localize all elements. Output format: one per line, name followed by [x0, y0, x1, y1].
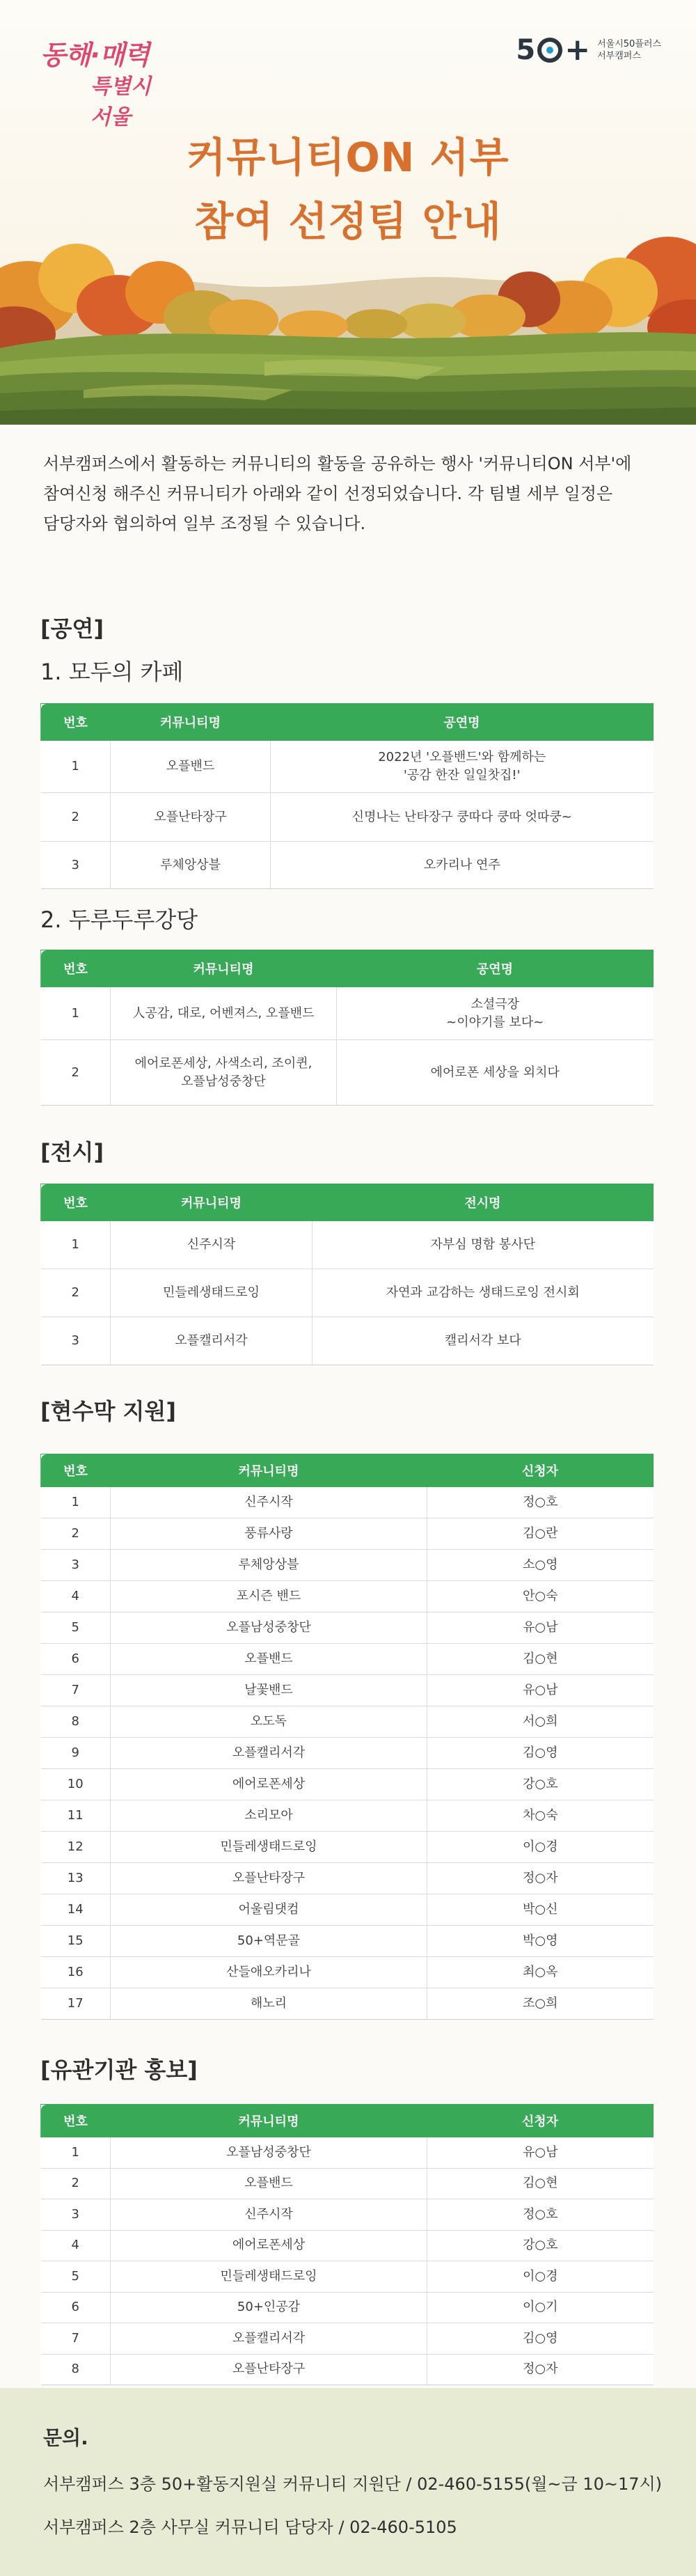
cell-applicant: 소○영 — [427, 1550, 654, 1581]
fifty-plus-logo-number: 5 — [516, 33, 536, 66]
table-row — [41, 1269, 654, 1317]
cell-applicant: 유○남 — [427, 2137, 654, 2169]
table-row — [41, 1221, 654, 1269]
table-exhibition — [40, 1184, 654, 1365]
table-row — [41, 793, 654, 842]
table-row — [41, 2137, 654, 2169]
hero-banner — [0, 0, 696, 425]
cell-applicant: 김○현 — [427, 2168, 654, 2199]
cell-applicant: 정○자 — [427, 1863, 654, 1894]
cell-community: 해노리 — [111, 1988, 427, 2020]
intro-line2: 참여신청 해주신 커뮤니티가 아래와 같이 선정되었습니다. 각 팀별 세부 일정은 — [43, 484, 613, 503]
cell-community: 오플캘리서각 — [111, 1317, 313, 1365]
cell-community: 오플캘리서각 — [111, 2323, 427, 2355]
cell-community: 오플밴드 — [111, 1644, 427, 1675]
table-row — [41, 1675, 654, 1706]
col-header-number: 번호 — [41, 1454, 111, 1487]
col-header-title: 전시명 — [313, 1184, 654, 1221]
cell-applicant: 안○숙 — [427, 1581, 654, 1612]
table-header-row — [41, 2105, 654, 2137]
cell-number: 3 — [41, 1550, 111, 1581]
cell-applicant: 김○영 — [427, 1738, 654, 1769]
fifty-plus-logo-text2: 서부캠퍼스 — [597, 50, 641, 61]
col-header-number: 번호 — [41, 1184, 111, 1221]
col-header-number: 번호 — [41, 950, 111, 987]
cell-number: 16 — [41, 1957, 111, 1988]
cell-applicant: 정○호 — [427, 2199, 654, 2231]
table-header-row — [41, 950, 654, 987]
table-row — [41, 1738, 654, 1769]
cell-number: 1 — [41, 741, 111, 793]
category-performance: [공연] — [40, 615, 104, 642]
cell-community: 人공감, 대로, 어벤져스, 오플밴드 — [111, 987, 337, 1040]
cell-applicant: 유○남 — [427, 1612, 654, 1644]
col-header-number: 번호 — [41, 704, 111, 741]
table-row — [41, 1800, 654, 1832]
cell-community: 민들레생태드로잉 — [111, 2261, 427, 2293]
cell-number: 6 — [41, 1644, 111, 1675]
fifty-plus-logo-plus: + — [564, 32, 591, 68]
cell-number: 6 — [41, 2292, 111, 2323]
cell-title-line1: 소셜극장 — [470, 996, 520, 1012]
cell-community — [111, 1040, 337, 1106]
contact-line2: 서부캠퍼스 2층 사무실 커뮤니티 담당자 / 02-460-5105 — [43, 2518, 457, 2537]
seoul-logo-line2: 특별시 서울 — [90, 74, 151, 129]
table-row — [41, 2323, 654, 2355]
cell-community: 포시즌 밴드 — [111, 1581, 427, 1612]
table-row — [41, 1957, 654, 1988]
cell-community: 오플캘리서각 — [111, 1738, 427, 1769]
table-row — [41, 842, 654, 889]
cell-applicant: 김○란 — [427, 1518, 654, 1550]
table-row — [41, 2292, 654, 2323]
intro-line3: 담당자와 협의하여 일부 조정될 수 있습니다. — [43, 514, 366, 533]
cell-title: 신명나는 난타장구 쿵따다 쿵따 엇따쿵~ — [271, 793, 654, 842]
cell-community: 날꽃밴드 — [111, 1675, 427, 1706]
table-row — [41, 1769, 654, 1800]
cell-applicant: 조○희 — [427, 1988, 654, 2020]
table-row — [41, 2168, 654, 2199]
cell-applicant: 박○영 — [427, 1926, 654, 1957]
cell-community: 에어로폰세상 — [111, 1769, 427, 1800]
cell-community: 50+인공감 — [111, 2292, 427, 2323]
cell-community: 풍류사랑 — [111, 1518, 427, 1550]
cell-community: 오플남성중창단 — [111, 1612, 427, 1644]
table-row — [41, 1832, 654, 1863]
cell-number: 2 — [41, 1518, 111, 1550]
table-row — [41, 1317, 654, 1365]
cell-applicant: 이○경 — [427, 2261, 654, 2293]
table-row — [41, 1894, 654, 1926]
table-row — [41, 1518, 654, 1550]
cell-title: 자연과 교감하는 생태드로잉 전시회 — [313, 1269, 654, 1317]
col-header-title: 공연명 — [271, 704, 654, 741]
cell-number: 1 — [41, 1487, 111, 1518]
cell-community: 오플난타장구 — [111, 1863, 427, 1894]
cell-applicant: 이○기 — [427, 2292, 654, 2323]
cell-number: 2 — [41, 1040, 111, 1106]
cell-number: 1 — [41, 1221, 111, 1269]
table-row — [41, 2199, 654, 2231]
cell-title-line2: '공감 한잔 일일찻집!' — [403, 768, 521, 783]
cell-number: 17 — [41, 1988, 111, 2020]
col-header-community: 커뮤니티명 — [111, 1454, 427, 1487]
cell-number: 8 — [41, 1706, 111, 1738]
cell-title: 오카리나 연주 — [271, 842, 654, 889]
cell-number: 3 — [41, 842, 111, 889]
cell-applicant: 유○남 — [427, 1675, 654, 1706]
cell-applicant: 강○호 — [427, 2230, 654, 2261]
table-row — [41, 2354, 654, 2385]
cell-community: 오플난타장구 — [111, 793, 271, 842]
cell-community: 어울림댓컴 — [111, 1894, 427, 1926]
cell-number: 7 — [41, 2323, 111, 2355]
cell-community: 루체앙상블 — [111, 842, 271, 889]
table-row — [41, 1926, 654, 1957]
cell-number: 10 — [41, 1769, 111, 1800]
contact-title: 문의. — [43, 2426, 88, 2449]
table-row — [41, 1644, 654, 1675]
table-header-row — [41, 1454, 654, 1487]
cell-number: 8 — [41, 2354, 111, 2385]
cell-community: 신주시작 — [111, 1487, 427, 1518]
cell-community: 오플밴드 — [111, 741, 271, 793]
subsection-hall: 2. 두루두루강당 — [40, 906, 198, 933]
table-hall — [40, 950, 654, 1106]
table-header-row — [41, 704, 654, 741]
table-row — [41, 1550, 654, 1581]
cell-community: 민들레생태드로잉 — [111, 1832, 427, 1863]
table-row — [41, 1612, 654, 1644]
cell-number: 4 — [41, 1581, 111, 1612]
seoul-logo — [40, 33, 173, 130]
cell-number: 11 — [41, 1800, 111, 1832]
table-row — [41, 2230, 654, 2261]
category-exhibition: [전시] — [40, 1139, 104, 1165]
table-row — [41, 1040, 654, 1106]
table-row — [41, 2261, 654, 2293]
cell-number: 3 — [41, 1317, 111, 1365]
contact-line1: 서부캠퍼스 3층 50+활동지원실 커뮤니티 지원단 / 02-460-5155(월~금 10~17시) — [43, 2474, 663, 2494]
col-header-community: 커뮤니티명 — [111, 1184, 313, 1221]
table-cafe — [40, 703, 654, 889]
page-title-line2: 참여 선정팀 안내 — [194, 198, 502, 245]
cell-community-line1: 에어로폰세상, 사색소리, 조이퀸, — [134, 1055, 313, 1071]
cell-title: 에어로폰 세상을 외치다 — [337, 1040, 654, 1106]
cell-number: 5 — [41, 2261, 111, 2293]
cell-community: 오플밴드 — [111, 2168, 427, 2199]
fifty-plus-logo — [516, 32, 661, 68]
cell-community: 오플남성중창단 — [111, 2137, 427, 2169]
cell-title: 자부심 명함 봉사단 — [313, 1221, 654, 1269]
cell-applicant: 강○호 — [427, 1769, 654, 1800]
cell-number: 12 — [41, 1832, 111, 1863]
fifty-plus-logo-text1: 서울시50플러스 — [597, 38, 661, 49]
table-row — [41, 1487, 654, 1518]
table-row — [41, 1706, 654, 1738]
col-header-community: 커뮤니티명 — [111, 704, 271, 741]
contact-footer — [0, 2388, 696, 2576]
cell-number: 5 — [41, 1612, 111, 1644]
col-header-community: 커뮤니티명 — [111, 950, 337, 987]
col-header-number: 번호 — [41, 2105, 111, 2137]
cell-number: 3 — [41, 2199, 111, 2231]
cell-title: 캘리서각 보다 — [313, 1317, 654, 1365]
cell-number: 1 — [41, 987, 111, 1040]
table-row — [41, 1581, 654, 1612]
cell-number: 4 — [41, 2230, 111, 2261]
intro-text — [43, 449, 656, 539]
category-promotion: [유관기관 홍보] — [40, 2057, 198, 2083]
table-row — [41, 987, 654, 1040]
cell-applicant: 차○숙 — [427, 1800, 654, 1832]
cell-applicant: 박○신 — [427, 1894, 654, 1926]
cell-applicant: 최○옥 — [427, 1957, 654, 1988]
table-banner-support — [40, 1454, 654, 2020]
cell-community: 산들애오카리나 — [111, 1957, 427, 1988]
fifty-plus-ring-icon — [537, 38, 562, 63]
category-banner-support: [현수막 지원] — [40, 1398, 176, 1424]
cell-community: 50+역문골 — [111, 1926, 427, 1957]
cell-applicant: 서○희 — [427, 1706, 654, 1738]
cell-number: 2 — [41, 2168, 111, 2199]
table-row — [41, 741, 654, 793]
table-promotion — [40, 2104, 654, 2385]
cell-applicant: 김○영 — [427, 2323, 654, 2355]
cell-number: 9 — [41, 1738, 111, 1769]
cell-community: 신주시작 — [111, 1221, 313, 1269]
cell-applicant: 김○현 — [427, 1644, 654, 1675]
cell-number: 14 — [41, 1894, 111, 1926]
fifty-plus-logo-text — [597, 38, 661, 62]
cell-number: 2 — [41, 1269, 111, 1317]
table-row — [41, 1988, 654, 2020]
cell-community: 민들레생태드로잉 — [111, 1269, 313, 1317]
cell-applicant: 이○경 — [427, 1832, 654, 1863]
cell-title — [271, 741, 654, 793]
cell-title-line2: ~이야기를 보다~ — [446, 1014, 544, 1030]
cell-applicant: 정○호 — [427, 1487, 654, 1518]
intro-line1: 서부캠퍼스에서 활동하는 커뮤니티의 활동을 공유하는 행사 '커뮤니티ON 서부'에 — [43, 454, 632, 473]
cell-number: 1 — [41, 2137, 111, 2169]
cell-applicant: 정○자 — [427, 2354, 654, 2385]
cell-number: 15 — [41, 1926, 111, 1957]
cell-number: 7 — [41, 1675, 111, 1706]
cell-title — [337, 987, 654, 1040]
col-header-title: 공연명 — [337, 950, 654, 987]
page-title — [0, 125, 696, 253]
table-row — [41, 1863, 654, 1894]
col-header-applicant: 신청자 — [427, 2105, 654, 2137]
cell-community-line2: 오플남성중창단 — [181, 1074, 266, 1089]
cell-community: 루체앙상블 — [111, 1550, 427, 1581]
cell-community: 에어로폰세상 — [111, 2230, 427, 2261]
cell-community: 오플난타장구 — [111, 2354, 427, 2385]
col-header-community: 커뮤니티명 — [111, 2105, 427, 2137]
page-title-line1: 커뮤니티ON 서부 — [187, 134, 509, 181]
col-header-applicant: 신청자 — [427, 1454, 654, 1487]
cell-community: 소리모아 — [111, 1800, 427, 1832]
table-header-row — [41, 1184, 654, 1221]
cell-number: 13 — [41, 1863, 111, 1894]
cell-number: 2 — [41, 793, 111, 842]
subsection-cafe: 1. 모두의 카페 — [40, 659, 184, 685]
seoul-logo-line1: 동해·매력 — [40, 40, 150, 70]
cell-community: 오도독 — [111, 1706, 427, 1738]
cell-community: 신주시작 — [111, 2199, 427, 2231]
cell-title-line1: 2022년 '오플밴드'와 함께하는 — [378, 750, 546, 764]
